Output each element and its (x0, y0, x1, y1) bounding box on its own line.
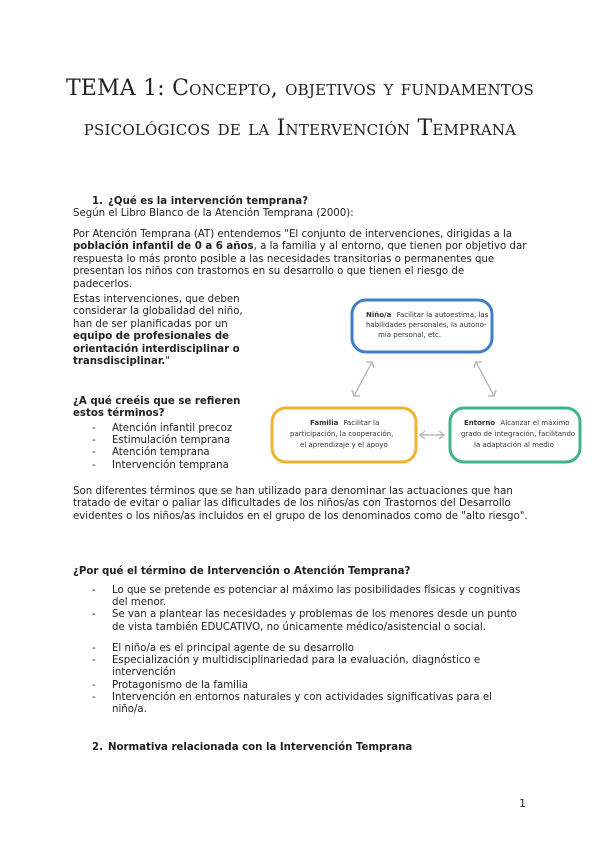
list-item: - Estimulación temprana (92, 435, 272, 447)
section-1-heading: ¿Qué es la intervención temprana? (108, 196, 309, 207)
list-item: - Intervención temprana (92, 460, 272, 472)
list-item: - Protagonismo de la familia (92, 680, 522, 692)
svg-text:Familia Facilitar la (310, 419, 379, 427)
definition-line-5: padecerlos. (73, 278, 133, 290)
familia-line-3: el aprendizaje y el apoyo (300, 441, 388, 449)
list-item: - Atención infantil precoz (92, 423, 272, 435)
section-1-number: 1. (92, 196, 103, 207)
list-item: - Intervención en entornos naturales y con actividades significativas para el niño/a. (92, 692, 522, 716)
svg-text:Entorno Alcanzar el má (464, 419, 570, 427)
definition-line-1: Por Atención Temprana (AT) entendemos "El conjunto de intervenciones, dirigidas a la (73, 229, 513, 240)
double-arrow-icon (352, 362, 374, 396)
section-2-heading: Normativa relacionada con la Intervención Temprana (108, 742, 413, 753)
definition-line-3: respuesta lo más pronto posible a las necesidades transitorias o permanentes que (73, 253, 495, 265)
page-title-line-1: TEMA 1: Concepto, objetivos y fundamentos (65, 76, 535, 101)
why-list-a (92, 585, 522, 634)
continuation-bold: equipo de profesionales de orientación interdisciplinar o transdisciplinar. (73, 331, 240, 368)
source-line: Según el Libro Blanco de la Atención Temprana (2000): (73, 208, 354, 219)
nino-line-2: habilidades personales, la autono- (366, 321, 487, 329)
definition-paragraph (73, 229, 533, 291)
continuation-end: " (165, 356, 170, 368)
nino-label: Niño/a (366, 311, 392, 319)
svg-text:Niño/a Facilitar la au (366, 311, 489, 319)
entorno-line-1: Alcanzar el máximo (500, 419, 570, 427)
familia-line-2: participación, la cooperación, (290, 430, 394, 438)
list-item: - El niño/a es el principal agente de su desarrollo (92, 643, 522, 655)
definition-bold: población infantil de 0 a 6 años (73, 241, 254, 253)
why-list-b (92, 643, 522, 716)
page-number: 1 (519, 797, 526, 810)
double-arrow-icon (474, 362, 496, 396)
at-diagram (268, 296, 586, 478)
nino-box (352, 300, 492, 352)
list-item: - Especialización y multidisciplinariedad para la evaluación, diagnóstico e intervención (92, 655, 522, 679)
familia-line-1: Facilitar la (343, 419, 380, 427)
terms-question: ¿A qué creéis que se refieren estos términos? (73, 396, 241, 420)
nino-line-1: Facilitar la autoestima, las (396, 311, 489, 319)
double-arrow-icon (420, 431, 444, 439)
terms-list (92, 423, 272, 472)
familia-box (272, 408, 416, 462)
definition-line-2-end: , a la familia y al entorno, que tienen por objetivo dar (253, 241, 527, 253)
entorno-line-3: la adaptación al medio (474, 441, 554, 449)
page-title-line-2: psicológicos de la Intervención Temprana (83, 116, 517, 141)
why-heading: ¿Por qué el término de Intervención o Atención Temprana? (73, 566, 411, 577)
terms-explanation: Son diferentes términos que se han utilizado para denominar las actuaciones que han tratado de evitar o paliar las dificultades de los niños/as con Trastornos del Desarrollo evidentes o los niños/as incluidos en el grupo de los denominados como de "alto riesgo". (73, 486, 528, 522)
continuation-paragraph (73, 294, 263, 368)
familia-label: Familia (310, 419, 339, 427)
entorno-box (450, 408, 580, 462)
entorno-label: Entorno (464, 419, 496, 427)
nino-line-3: mía personal, etc. (378, 331, 442, 339)
continuation-text: Estas intervenciones, que deben considerar la globalidad del niño, han de ser planificadas por un (73, 294, 243, 330)
definition-line-4: presentan los niños con trastornos en su desarrollo o que tienen el riesgo de (73, 266, 465, 278)
list-item: - Se van a plantear las necesidades y problemas de los menores desde un punto de vista también EDUCATIVO, no únicamente médico/asistencial o social. (92, 609, 522, 633)
section-2-number: 2. (92, 742, 103, 753)
list-item: - Atención temprana (92, 447, 272, 459)
list-item: - Lo que se pretende es potenciar al máximo las posibilidades físicas y cognitivas del menor. (92, 585, 522, 609)
entorno-line-2: grado de integración, facilitando (461, 430, 576, 438)
